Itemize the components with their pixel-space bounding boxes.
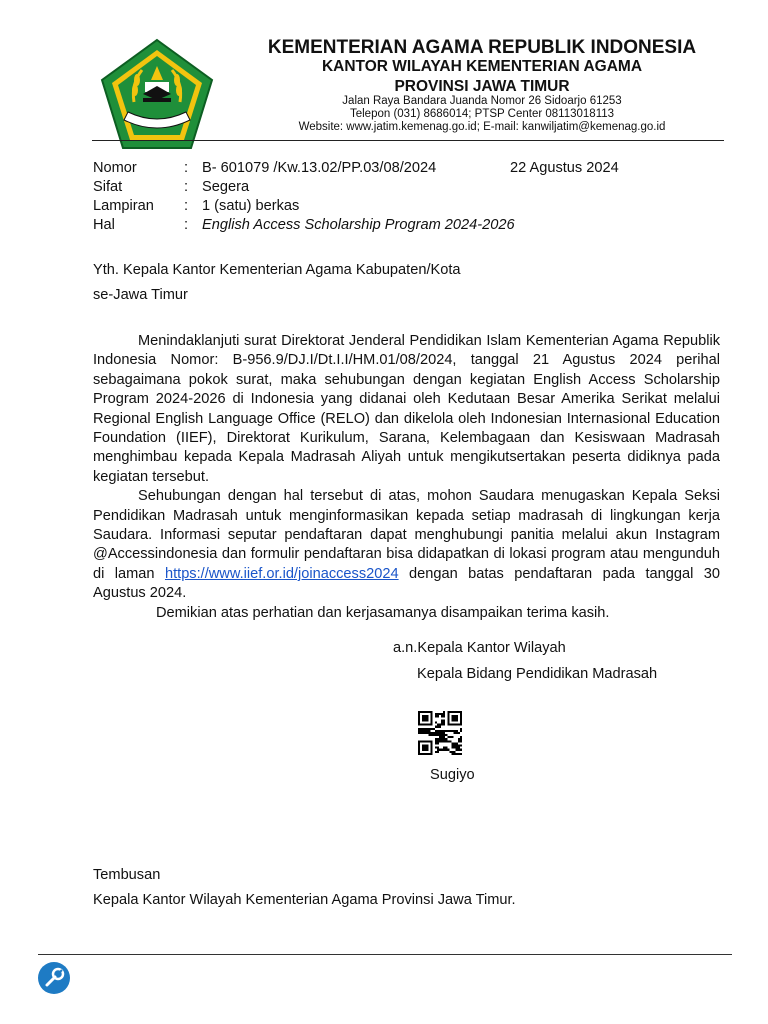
body-paragraph-1: Menindaklanjuti surat Direktorat Jenderal Pendidikan Islam Kementerian Agama Republik Indonesia Nomor: B-956.9/DJ.I/Dt.I.I/HM.01/08/2024, tanggal 21 Agustus 2024 perihal sebagaimana pokok surat, maka sehubungan dengan kegiatan English Access Scholarship Program 2024-2026 di Indonesia yang didanai oleh Kedutaan Besar Amerika Serikat melalui Regional English Language Office (RELO) dan dikelola oleh Indonesian Internasional Education Foundation (IIEF), Direktorat Kurikulum, Sarana, Kelembagaan dan Kesiswaan Madrasah menghimbau kepada Kepala Madrasah Aliyah untuk mengikutsertakan peserta didiknya pada kegiatan tersebut. xyxy=(93,333,720,485)
scribd-icon[interactable] xyxy=(38,962,70,994)
letter-body xyxy=(93,332,720,623)
signature-name: Sugiyo xyxy=(430,767,475,783)
cc-item: Kepala Kantor Wilayah Kementerian Agama Provinsi Jawa Timur. xyxy=(93,892,516,908)
body-paragraph-2 xyxy=(93,487,720,603)
signature-an: a.n.Kepala Kantor Wilayah xyxy=(393,640,566,656)
meta-lampiran-value: 1 (satu) berkas xyxy=(202,198,300,214)
letterhead-divider xyxy=(92,140,724,141)
body-paragraph-2-end: dengan batas pendaftaran pada tanggal 30 Agustus 2024. xyxy=(93,565,721,602)
meta-colon: : xyxy=(184,160,189,176)
meta-lampiran-label: Lampiran xyxy=(93,198,154,214)
meta-colon: : xyxy=(184,179,189,195)
meta-colon: : xyxy=(184,198,189,214)
meta-hal-label: Hal xyxy=(93,217,115,233)
recipient-line-1: Yth. Kepala Kantor Kementerian Agama Kabupaten/Kota xyxy=(93,262,461,278)
ministry-title: KEMENTERIAN AGAMA REPUBLIK INDONESIA xyxy=(267,37,697,58)
signature-position: Kepala Bidang Pendidikan Madrasah xyxy=(417,666,658,682)
registration-link[interactable]: https://www.iief.or.id/joinaccess2024 xyxy=(164,565,399,582)
meta-colon: : xyxy=(184,217,189,233)
meta-nomor-value: B- 601079 /Kw.13.02/PP.03/08/2024 xyxy=(202,160,437,176)
body-paragraph-2-text: Sehubungan dengan hal tersebut di atas, mohon Saudara menugaskan Kepala Seksi Pendidikan Madrasah untuk menginformasikan kepada setiap madrasah di lingkungan kerja Saudara. Informasi seputar pendaftaran dapat menghubungi panitia melalui akun Instagram @Accessindonesia dan formulir pendaftaran bisa didapatkan di lokasi program atau mengunduh di laman xyxy=(93,488,720,582)
cc-title: Tembusan xyxy=(93,867,161,883)
province-title: PROVINSI JAWA TIMUR xyxy=(394,78,570,95)
meta-nomor-label: Nomor xyxy=(93,160,137,176)
qr-code xyxy=(418,711,462,755)
body-paragraph-3: Demikian atas perhatian dan kerjasamanya disampaikan terima kasih. xyxy=(156,604,610,621)
recipient-line-2: se-Jawa Timur xyxy=(93,287,188,303)
office-address: Jalan Raya Bandara Juanda Nomor 26 Sidoarjo 61253 xyxy=(342,95,622,107)
meta-hal-value: English Access Scholarship Program 2024-2026 xyxy=(202,217,515,233)
kemenag-logo xyxy=(98,36,216,154)
footer-divider xyxy=(38,954,732,955)
office-website: Website: www.jatim.kemenag.go.id; E-mail: kanwiljatim@kemenag.go.id xyxy=(298,121,666,133)
office-phone: Telepon (031) 8686014; PTSP Center 08113018113 xyxy=(349,108,615,120)
meta-sifat-value: Segera xyxy=(202,179,250,195)
office-title: KANTOR WILAYAH KEMENTERIAN AGAMA xyxy=(321,58,643,75)
letter-date: 22 Agustus 2024 xyxy=(510,160,619,176)
meta-sifat-label: Sifat xyxy=(93,179,123,195)
